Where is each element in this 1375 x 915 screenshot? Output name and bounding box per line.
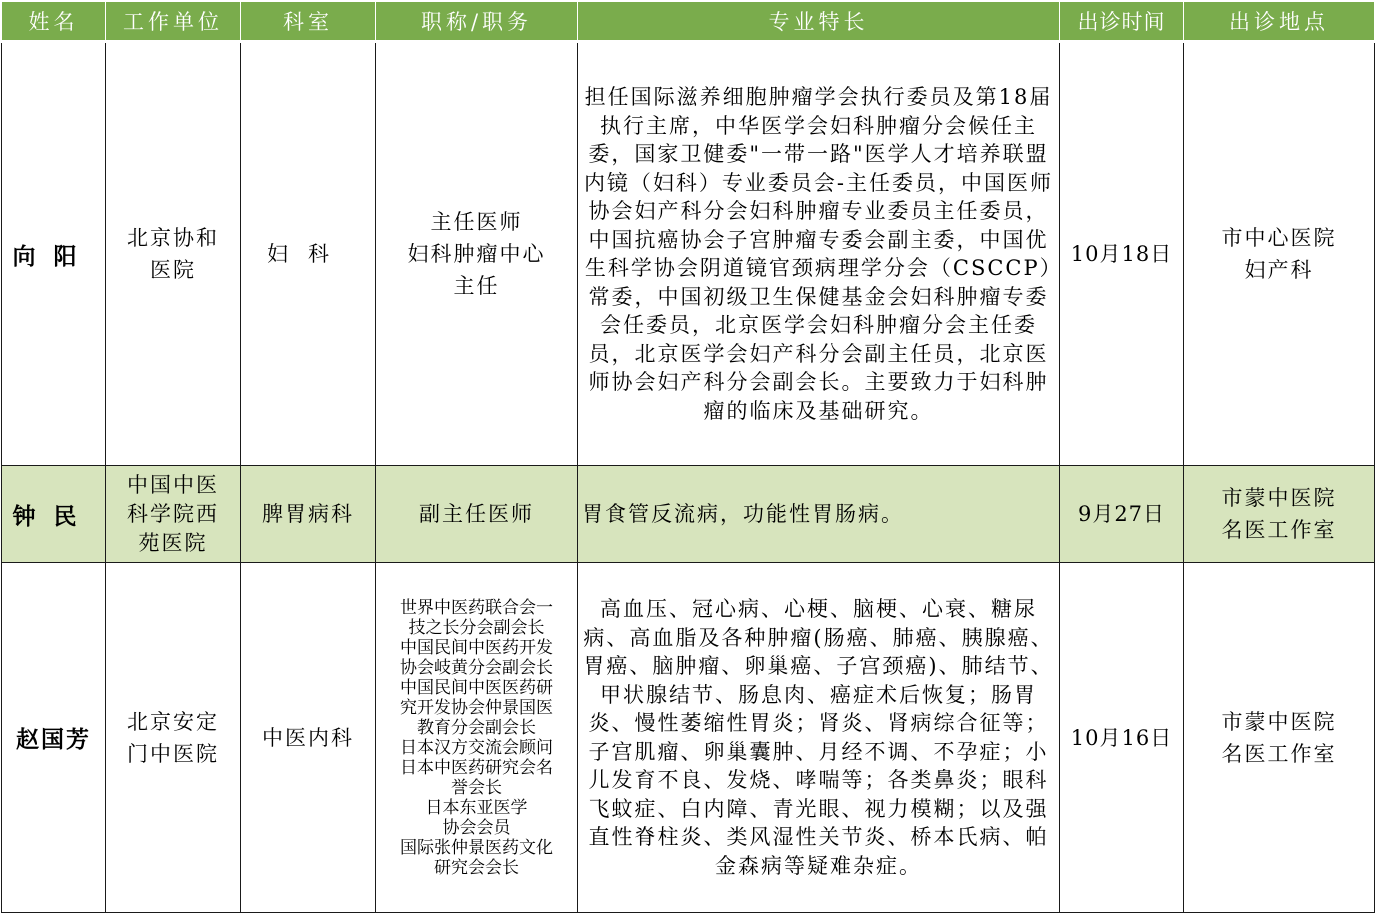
clinic-place-line: 市蒙中医院 (1221, 486, 1337, 510)
job-title-line: 主任医师 (430, 210, 523, 234)
work-unit-line: 北京协和 (127, 226, 219, 250)
clinic-place (1184, 42, 1375, 466)
job-title-line: 日本汉方交流会顾问 (400, 737, 553, 758)
job-title-line: 国际张仲景医药文化 (400, 837, 553, 858)
department: 中医内科 (241, 563, 376, 913)
doctor-name: 钟民 (2, 466, 106, 563)
table-row (2, 42, 1375, 466)
clinic-place-line: 市中心医院 (1221, 226, 1337, 250)
job-title-line: 誉会长 (451, 777, 502, 798)
doctor-name: 赵国芳 (2, 563, 106, 913)
department: 脾胃病科 (241, 466, 376, 563)
job-title-line: 研究会会长 (434, 857, 519, 878)
header-specialty: 专业特长 (578, 2, 1060, 42)
job-title (376, 42, 578, 466)
job-title-line: 副主任医师 (419, 502, 534, 526)
header-row (2, 2, 1375, 42)
job-title-line: 协会会员 (442, 817, 511, 838)
clinic-time: 10月18日 (1060, 42, 1184, 466)
job-title-line: 中国民间中医医药研 (400, 677, 553, 698)
work-unit (106, 563, 241, 913)
job-title-line: 技之长分会副会长 (408, 617, 545, 638)
work-unit-line: 中国中医 (127, 472, 219, 497)
specialty: 担任国际滋养细胞肿瘤学会执行委员及第18届执行主席，中华医学会妇科肿瘤分会候任主委，国家卫健委"一带一路"医学人才培养联盟内镜（妇科）专业委员会-主任委员，中国医师协会妇产科分会妇科肿瘤专业委员主任委员，中国抗癌协会子宫肿瘤专委会副主委，中国优生科学协会阴道镜官颈病理学分会（CSCCP）常委，中国初级卫生保健基金会妇科肿瘤专委会任委员，北京医学会妇科肿瘤分会主任委员，北京医学会妇产科分会副主任员，北京医师协会妇产科分会副会长。主要致力于妇科肿瘤的临床及基础研究。 (578, 42, 1060, 466)
job-title-line: 妇科肿瘤中心 (407, 242, 546, 266)
header-unit: 工作单位 (106, 2, 241, 42)
clinic-place-line: 名医工作室 (1221, 741, 1337, 766)
job-title-line: 日本中医药研究会名 (400, 757, 553, 778)
clinic-time: 10月16日 (1060, 563, 1184, 913)
job-title-line: 究开发协会仲景国医 (400, 697, 553, 718)
clinic-place-line: 妇产科 (1244, 258, 1314, 282)
work-unit-line: 北京安定 (127, 709, 219, 734)
clinic-place (1184, 466, 1375, 563)
header-department: 科室 (241, 2, 376, 42)
job-title-line: 世界中医药联合会一 (400, 597, 553, 618)
department: 妇科 (241, 42, 376, 466)
table-row (2, 563, 1375, 913)
work-unit-line: 医院 (150, 258, 196, 282)
doctor-schedule-table (1, 2, 1375, 913)
job-title-line: 教育分会副会长 (417, 717, 536, 738)
job-title-line: 主任 (453, 274, 500, 298)
work-unit (106, 466, 241, 563)
clinic-place-line: 市蒙中医院 (1221, 709, 1337, 734)
job-title-line: 中国民间中医药开发 (400, 637, 553, 658)
header-name: 姓名 (2, 2, 106, 42)
work-unit-line: 门中医院 (127, 741, 219, 766)
clinic-place-line: 名医工作室 (1221, 518, 1337, 542)
work-unit-line: 苑医院 (138, 530, 208, 555)
clinic-place (1184, 563, 1375, 913)
work-unit-line: 科学院西 (127, 501, 219, 526)
work-unit (106, 42, 241, 466)
job-title (376, 563, 578, 913)
header-time: 出诊时间 (1060, 2, 1184, 42)
specialty: 胃食管反流病，功能性胃肠病。 (578, 466, 1060, 563)
header-title: 职称/职务 (376, 2, 578, 42)
table-row (2, 466, 1375, 563)
job-title-line: 日本东亚医学 (425, 797, 528, 818)
job-title-line: 协会岐黄分会副会长 (400, 657, 553, 678)
job-title (376, 466, 578, 563)
clinic-time: 9月27日 (1060, 466, 1184, 563)
doctor-name: 向阳 (2, 42, 106, 466)
header-place: 出诊地点 (1184, 2, 1375, 42)
specialty: 高血压、冠心病、心梗、脑梗、心衰、糖尿病、高血脂及各种肿瘤(肠癌、肺癌、胰腺癌、胃癌、脑肿瘤、卵巢癌、子宫颈癌)、肺结节、甲状腺结节、肠息肉、癌症术后恢复；肠胃炎、慢性萎缩性胃炎；肾炎、肾病综合征等；子宫肌瘤、卵巢囊肿、月经不调、不孕症；小儿发育不良、发烧、哮喘等；各类鼻炎；眼科飞蚊症、白内障、青光眼、视力模糊；以及强直性脊柱炎、类风湿性关节炎、桥本氏病、帕金森病等疑难杂症。 (578, 563, 1060, 913)
